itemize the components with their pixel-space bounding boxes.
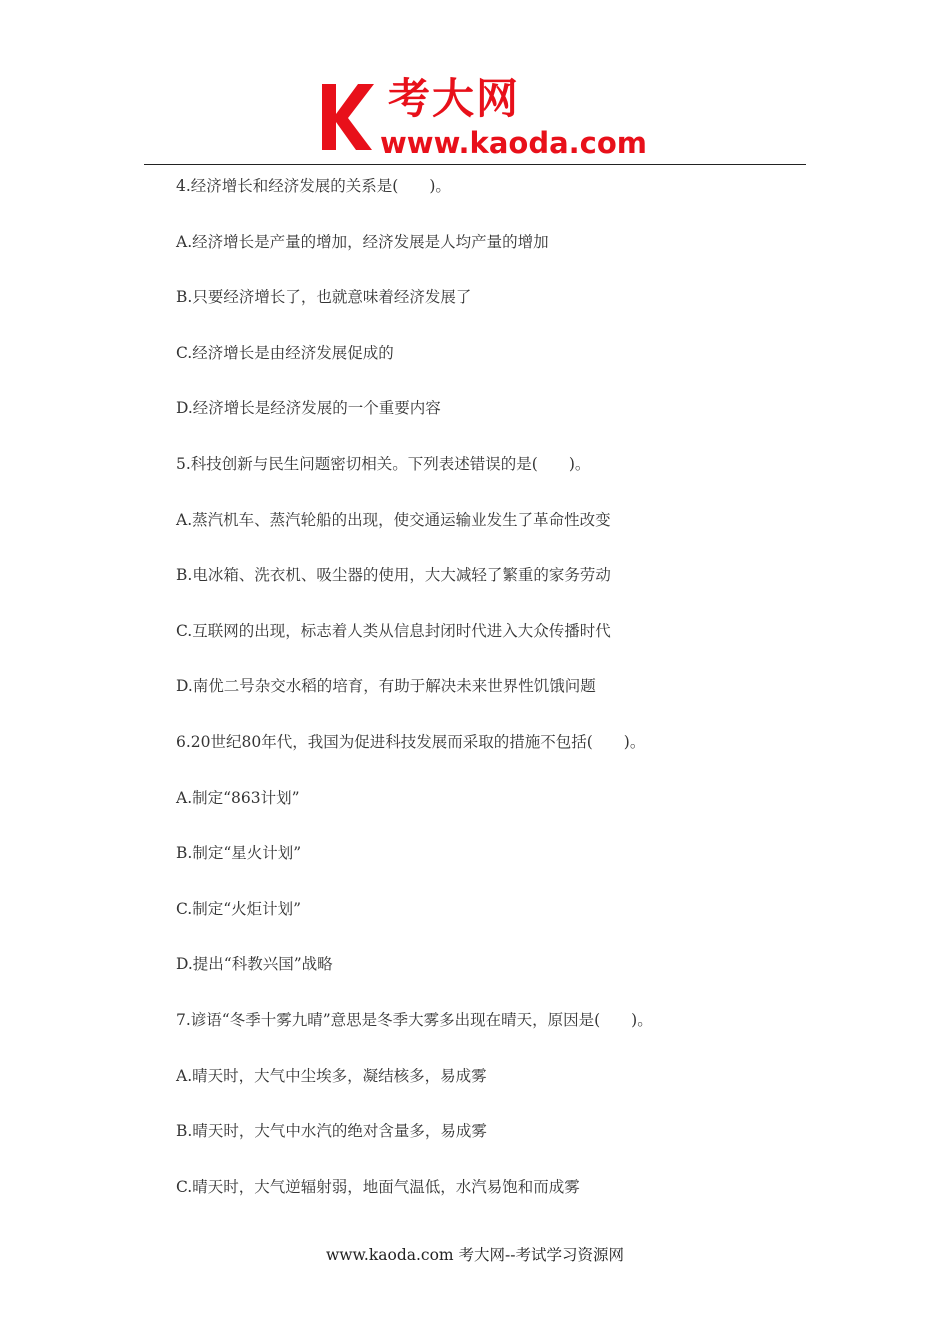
question-5: 5.科技创新与民生问题密切相关。下列表述错误的是( )。 <box>176 454 591 473</box>
question-6-option-d: D.提出“科教兴国”战略 <box>176 955 333 974</box>
question-6-option-a: A.制定“863计划” <box>176 788 300 807</box>
logo-chinese-name: 考大网 <box>388 74 521 123</box>
page-footer: www.kaoda.com 考大网--考试学习资源网 <box>325 1246 625 1264</box>
question-4-option-d: D.经济增长是经济发展的一个重要内容 <box>176 399 441 418</box>
question-4-option-c: C.经济增长是由经济发展促成的 <box>176 343 394 362</box>
question-7-option-c: C.晴天时，大气逆辐射弱，地面气温低，水汽易饱和而成雾 <box>176 1177 580 1196</box>
question-5-option-b: B.电冰箱、洗衣机、吸尘器的使用，大大减轻了繁重的家务劳动 <box>176 566 611 585</box>
question-7: 7.谚语“冬季十雾九晴”意思是冬季大雾多出现在晴天，原因是( )。 <box>176 1010 653 1029</box>
question-7-option-b: B.晴天时，大气中水汽的绝对含量多，易成雾 <box>176 1122 487 1141</box>
question-7-option-a: A.晴天时，大气中尘埃多，凝结核多，易成雾 <box>176 1066 487 1085</box>
k-logo-icon <box>318 80 380 154</box>
page-header <box>0 0 950 166</box>
question-4: 4.经济增长和经济发展的关系是( )。 <box>176 177 451 195</box>
question-6: 6.20世纪80年代，我国为促进科技发展而采取的措施不包括( )。 <box>176 732 646 751</box>
question-6-option-b: B.制定“星火计划” <box>176 844 302 863</box>
logo-url: www.kaoda.com <box>380 126 647 160</box>
question-4-option-a: A.经济增长是产量的增加，经济发展是人均产量的增加 <box>176 232 549 251</box>
question-5-option-a: A.蒸汽机车、蒸汽轮船的出现，使交通运输业发生了革命性改变 <box>176 510 611 529</box>
header-divider <box>144 164 806 165</box>
question-4-option-b: B.只要经济增长了，也就意味着经济发展了 <box>176 288 472 307</box>
question-content <box>176 174 796 1230</box>
question-5-option-d: D.南优二号杂交水稻的培育，有助于解决未来世界性饥饿问题 <box>176 677 596 696</box>
question-5-option-c: C.互联网的出现，标志着人类从信息封闭时代进入大众传播时代 <box>176 621 611 640</box>
kaoda-logo <box>318 74 647 162</box>
question-6-option-c: C.制定“火炬计划” <box>176 899 302 918</box>
